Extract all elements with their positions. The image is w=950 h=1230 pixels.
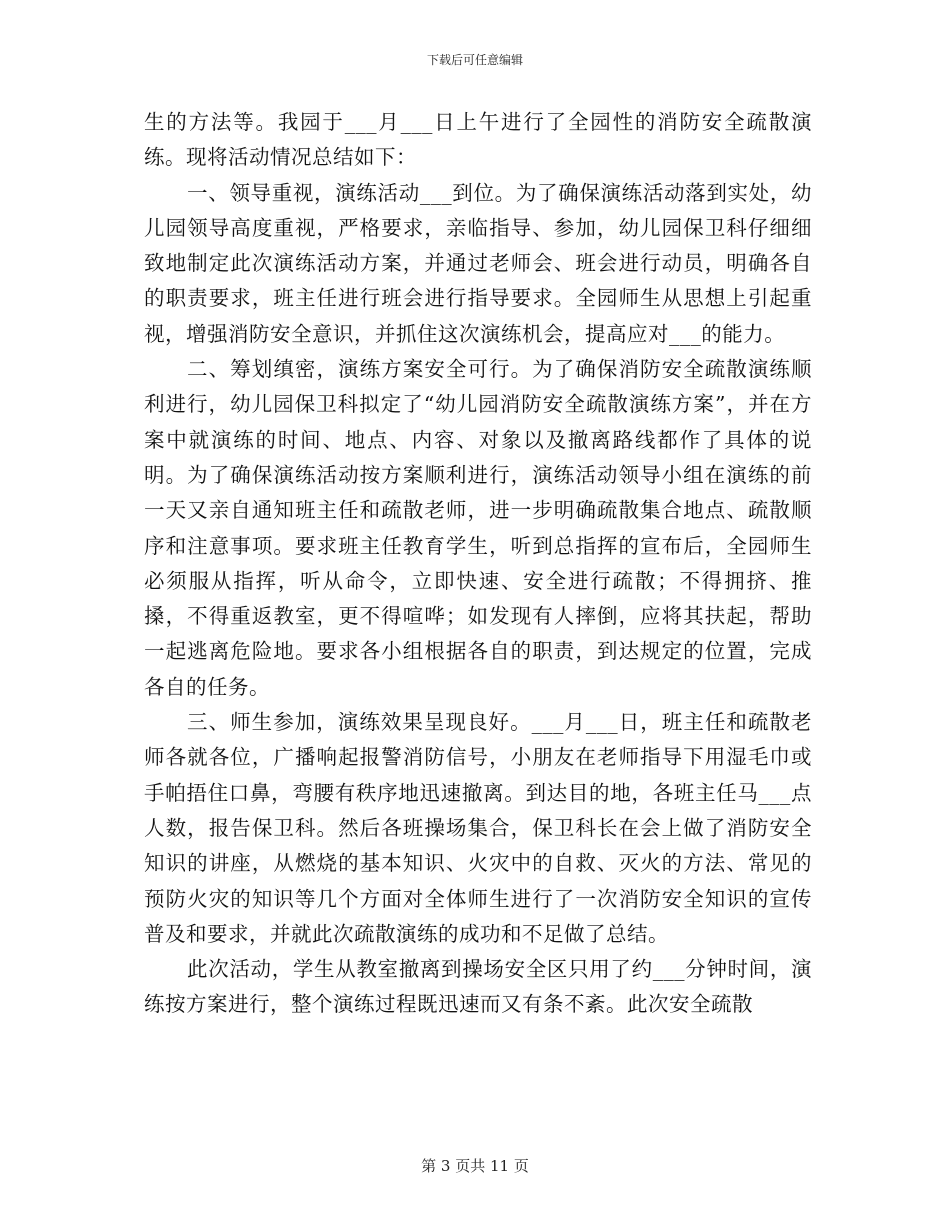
paragraph-participation: 三、师生参加，演练效果呈现良好。___月___日，班主任和疏散老师各就各位，广播响起报警消防信号，小朋友在老师指导下用湿毛巾或手帕捂住口鼻，弯腰有秩序地迅速撤离。到达目的地，各班主任马___点人数，报告保卫科。然后各班操场集合，保卫科长在会上做了消防安全知识的讲座，从燃烧的基本知识、火灾中的自救、灭火的方法、常见的预防火灾的知识等几个方面对全体师生进行了一次消防安全知识的宣传普及和要求，并就此次疏散演练的成功和不足做了总结。 — [144, 710, 812, 946]
paragraph-leadership: 一、领导重视，演练活动___到位。为了确保演练活动落到实处，幼儿园领导高度重视，严格要求，亲临指导、参加，幼儿园保卫科仔细细致地制定此次演练活动方案，并通过老师会、班会进行动员，明确各自的职责要求，班主任进行班会进行指导要求。全园师生从思想上引起重视，增强消防安全意识，并抓住这次演练机会，提高应对___的能力。 — [144, 180, 812, 346]
paragraph-activity-summary: 此次活动，学生从教室撤离到操场安全区只用了约___分钟时间，演练按方案进行，整个演练过程既迅速而又有条不紊。此次安全疏散 — [144, 957, 812, 1017]
page-header: 下载后可任意编辑 — [426, 53, 523, 67]
page-footer: 第 3 页共 11 页 — [421, 1157, 529, 1175]
document-body — [144, 105, 812, 1023]
paragraph-continuation: 生的方法等。我园于___月___日上午进行了全园性的消防安全疏散演练。现将活动情况总结如下： — [144, 110, 812, 170]
paragraph-planning: 二、筹划缜密，演练方案安全可行。为了确保消防安全疏散演练顺利进行，幼儿园保卫科拟定了“幼儿园消防安全疏散演练方案”，并在方案中就演练的时间、地点、内容、对象以及撤离路线都作了具体的说明。为了确保演练活动按方案顺利进行，演练活动领导小组在演练的前一天又亲自通知班主任和疏散老师，进一步明确疏散集合地点、疏散顺序和注意事项。要求班主任教育学生，听到总指挥的宣布后，全园师生必须服从指挥，听从命令，立即快速、安全进行疏散；不得拥挤、推搡，不得重返教室，更不得喧哗；如发现有人摔倒，应将其扶起，帮助一起逃离危险地。要求各小组根据各自的职责，到达规定的位置，完成各自的任务。 — [144, 357, 812, 699]
